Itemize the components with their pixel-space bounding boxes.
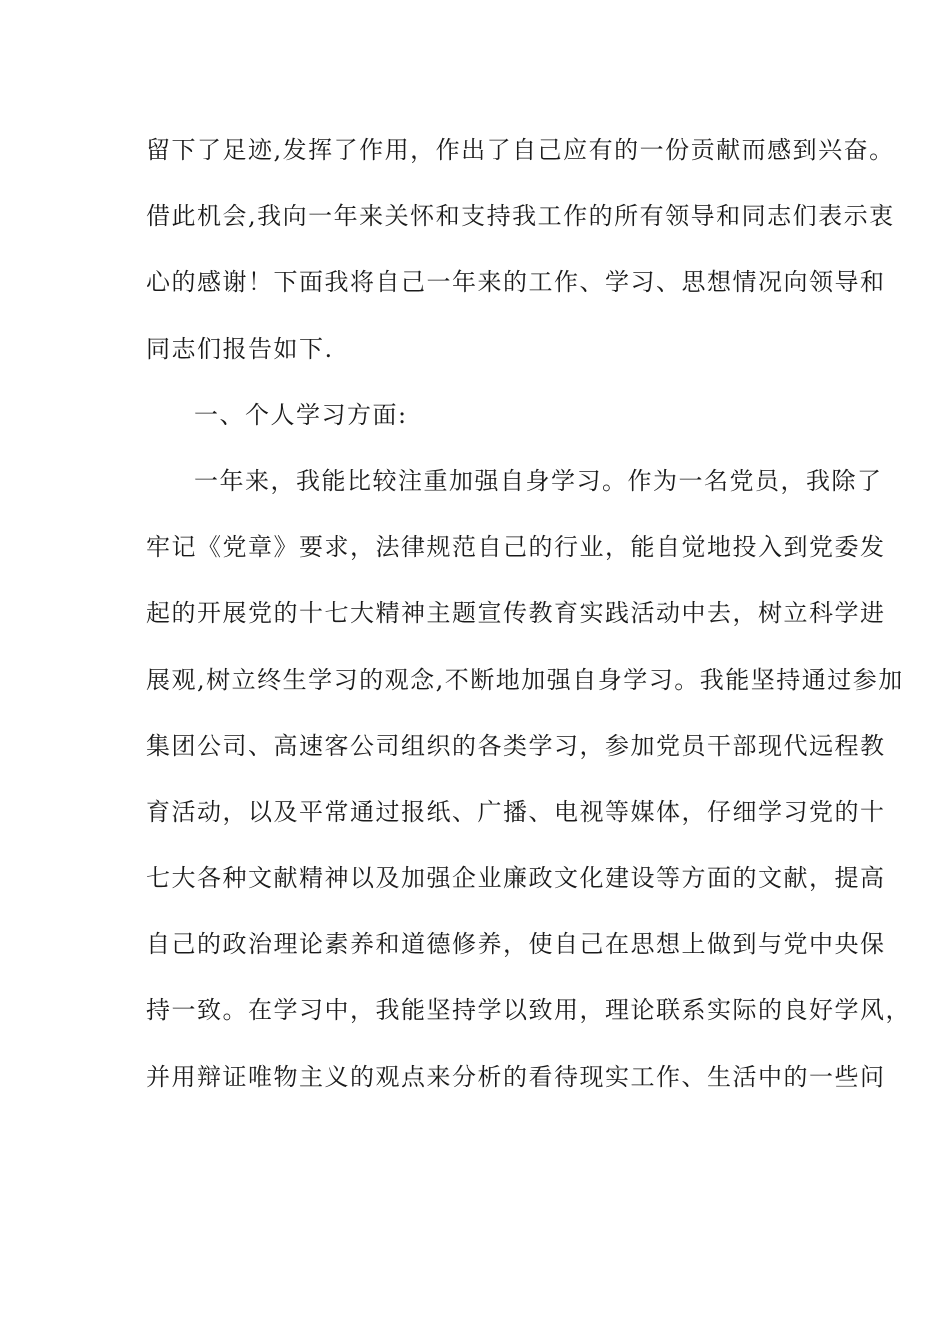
text-line: 留下了足迹,发挥了作用，作出了自己应有的一份贡献而感到兴奋。 [146,136,895,164]
body-text [146,128,911,1121]
text-line: 借此机会,我向一年来关怀和支持我工作的所有领导和同志们表示衷 [146,202,895,231]
text-line: 并用辩证唯物主义的观点来分析的看待现实工作、生活中的一些问 [146,1062,886,1091]
text-line: 集团公司、高速客公司组织的各类学习，参加党员干部现代远程教 [146,731,886,760]
text-line: 展观,树立终生学习的观念,不断地加强自身学习。我能坚持通过参加 [146,665,904,694]
text-line: 自己的政治理论素养和道德修养，使自己在思想上做到与党中央保 [146,930,886,959]
text-line: 牢记《党章》要求，法律规范自己的行业，能自觉地投入到党委发 [146,533,886,562]
text-line: 七大各种文献精神以及加强企业廉政文化建设等方面的文献，提高 [146,864,886,893]
section-heading: 一、个人学习方面: [194,400,408,429]
text-line: 起的开展党的十七大精神主题宣传教育实践活动中去，树立科学进 [146,599,886,628]
text-line: 心的感谢！下面我将自己一年来的工作、学习、思想情况向领导和 [146,268,886,297]
text-line: 持一致。在学习中，我能坚持学以致用，理论联系实际的良好学风， [146,996,911,1025]
text-line: 同志们报告如下. [146,334,334,363]
text-line: 育活动，以及平常通过报纸、广播、电视等媒体，仔细学习党的十 [146,797,886,826]
text-line: 一年来，我能比较注重加强自身学习。作为一名党员，我除了 [194,466,883,495]
